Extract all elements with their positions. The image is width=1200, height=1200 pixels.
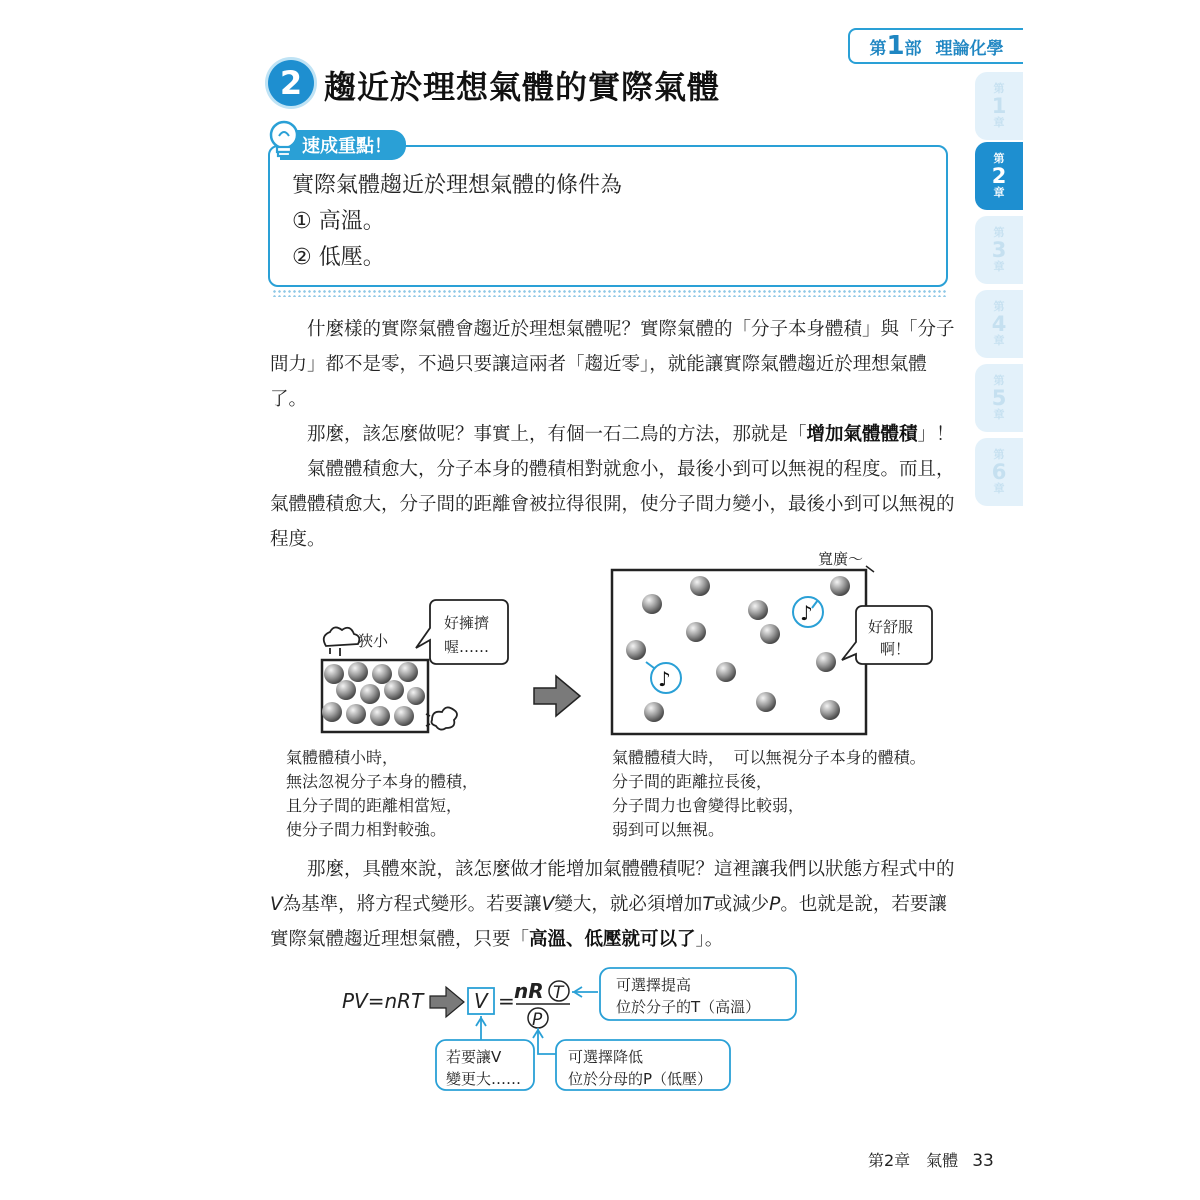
- key-point-item-1: ① 高溫。: [292, 209, 385, 234]
- part-header-tab: [848, 28, 1023, 64]
- svg-text:T: T: [553, 983, 564, 1003]
- chapter-tab-4[interactable]: 第 4 章: [975, 290, 1023, 358]
- speech-bubble-crowded: [416, 600, 508, 664]
- paragraph-3: 氣體體積愈大，分子本身的體積相對就愈小，最後小到可以無視的程度。而且，氣體體積愈大，分子間的距離會被拉得很開，使分子間力變小，最後小到可以無視的程度。: [270, 459, 955, 550]
- svg-text:好擁擠: 好擁擠: [444, 614, 490, 632]
- svg-text:可選擇降低: 可選擇降低: [568, 1048, 644, 1066]
- paragraph-1: 什麼樣的實際氣體會趨近於理想氣體呢？實際氣體的「分子本身體積」與「分子間力」都不是零，不過只要讓這兩者「趨近零」，就能讓實際氣體趨近於理想氣體了。: [270, 319, 955, 410]
- svg-text:啊！: 啊！: [880, 640, 911, 658]
- svg-text:V: V: [474, 989, 488, 1013]
- emphasis-increase-volume: 增加氣體體積: [806, 424, 918, 445]
- paragraph-4: 那麼，具體來說，該怎麼做才能增加氣體體積呢？這裡讓我們以狀態方程式中的V為基準，將方程式變形。若要讓V變大，就必須增加T或減少P。也就是說，若要讓實際氣體趨近理想氣體，只要「高溫、低壓就可以了」。: [270, 859, 955, 950]
- ideal-gas-equation: PV=nRT: [342, 989, 424, 1013]
- large-container: [612, 570, 866, 734]
- caption-small-volume: 氣體體積小時， 無法忽視分子本身的體積， 且分子間的距離相當短， 使分子間力相對較強。: [286, 748, 479, 839]
- part-title: 理論化學: [935, 38, 1004, 59]
- chapter-tab-3[interactable]: 第 3 章: [975, 216, 1023, 284]
- page-number: 33: [972, 1151, 994, 1171]
- emphasis-high-temp-low-pressure: 高溫、低壓就可以了: [529, 929, 696, 950]
- svg-text:喔……: 喔……: [444, 638, 490, 656]
- footer-chapter: 第2章 氣體: [868, 1151, 959, 1170]
- svg-text:好舒服: 好舒服: [868, 618, 914, 636]
- section-number-badge: 2: [268, 60, 314, 106]
- steam-cloud-icon: [324, 627, 360, 656]
- svg-text:變更大……: 變更大……: [446, 1070, 522, 1088]
- svg-text:nR: nR: [514, 979, 544, 1003]
- small-label: 狹小: [358, 632, 389, 650]
- svg-text:可選擇提高: 可選擇提高: [616, 976, 692, 994]
- chapter-tab-5[interactable]: 第 5 章: [975, 364, 1023, 432]
- svg-text:位於分子的T（高溫）: 位於分子的T（高溫）: [616, 998, 761, 1016]
- svg-text:P: P: [532, 1010, 543, 1030]
- wide-label: 寬廣～: [818, 550, 864, 568]
- svg-text:♪: ♪: [658, 667, 671, 691]
- svg-text:=: =: [498, 989, 515, 1013]
- section-title: 趨近於理想氣體的實際氣體: [324, 68, 721, 106]
- chapter-tab-2[interactable]: 第 2 章: [975, 142, 1023, 210]
- lightbulb-icon: [266, 118, 302, 166]
- key-point-item-2: ② 低壓。: [292, 245, 385, 270]
- equation-diagram: [330, 962, 810, 1094]
- chapter-tab-1[interactable]: 第 1 章: [975, 72, 1023, 140]
- paragraph-2: 那麼，該怎麼做呢？事實上，有個一石二鳥的方法，那就是「增加氣體體積」！: [307, 424, 955, 445]
- key-point-intro: 實際氣體趨近於理想氣體的條件為: [292, 173, 623, 198]
- speech-bubble-comfortable: [842, 606, 932, 664]
- small-container: [322, 660, 428, 732]
- right-arrow-icon: [534, 676, 580, 716]
- svg-text:位於分母的P（低壓）: 位於分母的P（低壓）: [568, 1070, 713, 1088]
- right-arrow-icon: [430, 987, 464, 1017]
- key-point-box-shadow: [272, 289, 948, 297]
- key-point-label: 速成重點！: [282, 130, 406, 160]
- svg-text:♪: ♪: [800, 601, 813, 625]
- body-text-lower: [270, 852, 960, 957]
- music-note-icon: [793, 597, 823, 627]
- svg-text:若要讓V: 若要讓V: [446, 1048, 502, 1066]
- body-text-upper: [270, 312, 960, 557]
- part-number: 第1部: [869, 31, 922, 61]
- caption-large-volume: 氣體體積大時， 可以無視分子本身的體積。 分子間的距離拉長後， 分子間力也會變得比較弱， 弱到可以無視。: [612, 748, 926, 839]
- page-footer: [868, 1148, 994, 1171]
- puff-cloud-icon: [426, 707, 457, 729]
- chapter-tab-6[interactable]: 第 6 章: [975, 438, 1023, 506]
